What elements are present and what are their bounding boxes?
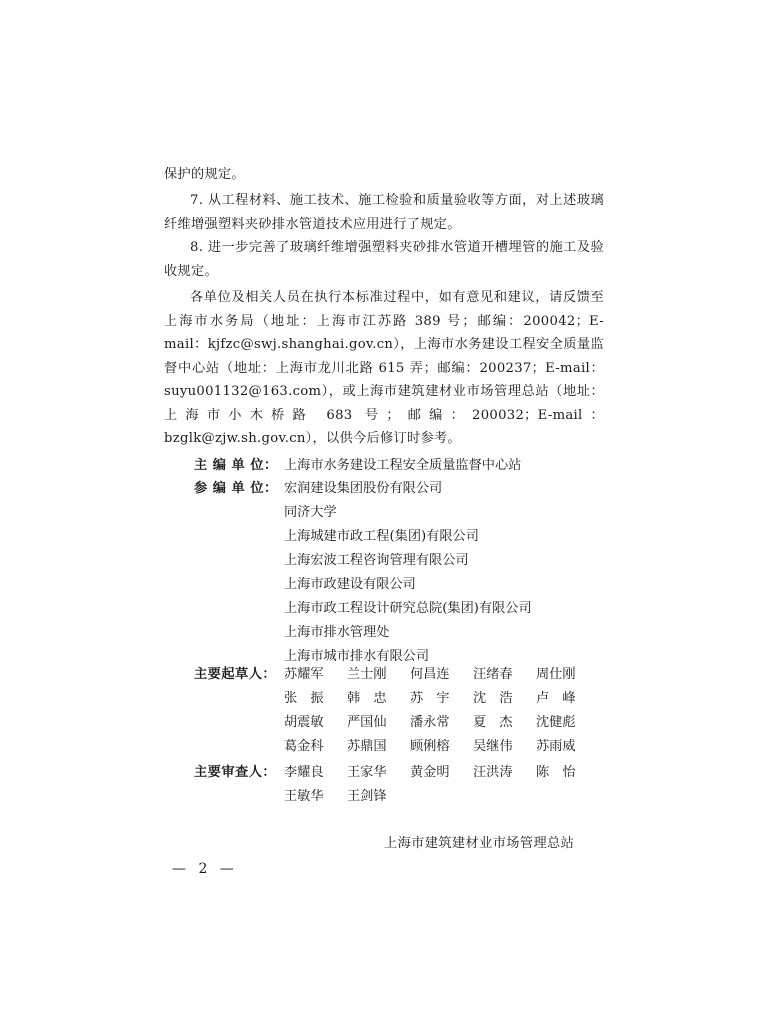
drafter-name: 苏鼎国 bbox=[347, 739, 387, 754]
drafter-name: 夏 杰 bbox=[473, 715, 513, 730]
participants-section bbox=[194, 477, 614, 669]
issuing-organization: 上海市建筑建材业市场管理总站 bbox=[384, 836, 575, 851]
drafter-name: 苏耀军 bbox=[284, 667, 324, 682]
drafter-name: 顾俐榕 bbox=[410, 739, 450, 754]
drafter-name: 胡震敏 bbox=[284, 715, 324, 730]
drafter-name: 严国仙 bbox=[347, 715, 387, 730]
participant-unit: 宏润建设集团股份有限公司 bbox=[284, 481, 443, 496]
reviewers-section bbox=[194, 761, 614, 809]
drafter-name: 潘永常 bbox=[410, 715, 450, 730]
reviewer-name: 黄金明 bbox=[410, 765, 450, 780]
drafter-name: 汪绪春 bbox=[473, 667, 513, 682]
reviewer-name: 李耀良 bbox=[284, 765, 324, 780]
participant-unit: 上海市政工程设计研究总院(集团)有限公司 bbox=[284, 601, 532, 616]
chief-editor-label: 主 编 单 位： bbox=[194, 458, 278, 473]
paragraph-item-7: 7. 从工程材料、施工技术、施工检验和质量验收等方面，对上述玻璃纤维增强塑料夹砂排水管道技术应用进行了规定。 bbox=[164, 193, 604, 232]
participant-unit: 上海市城市排水有限公司 bbox=[284, 649, 430, 664]
reviewer-name: 王剑锋 bbox=[347, 789, 387, 804]
paragraph-feedback-contact: 各单位及相关人员在执行本标准过程中，如有意见和建议，请反馈至上海市水务局（地址：上海市江苏路 389 号；邮编：200042；E-mail：kjfzc@swj.shanghai.gov.cn），上海市水务建设工程安全质量监督中心站（地址：上海市龙川北路 615 弄；邮编：200237；E-mail：suyu001132@163.com），或上海市建筑建材业市场管理总站（地址：上海市小木桥路 683 号；邮编：200032；E-mail：bzglk@zjw.sh.gov.cn），以供今后修订时参考。 bbox=[164, 290, 604, 446]
drafter-name: 韩 忠 bbox=[347, 691, 387, 706]
reviewer-name: 汪洪涛 bbox=[473, 765, 513, 780]
drafter-name: 沈 浩 bbox=[473, 691, 513, 706]
drafter-name: 苏 宇 bbox=[410, 691, 450, 706]
drafters-label: 主要起草人： bbox=[194, 667, 277, 682]
drafter-name: 何昌连 bbox=[410, 667, 450, 682]
chief-editor-unit: 上海市水务建设工程安全质量监督中心站 bbox=[284, 458, 522, 473]
participant-unit: 上海宏波工程咨询管理有限公司 bbox=[284, 553, 469, 568]
paragraph-item-8: 8. 进一步完善了玻璃纤维增强塑料夹砂排水管道开槽埋管的施工及验收规定。 bbox=[164, 240, 604, 279]
drafter-name: 苏雨威 bbox=[536, 739, 576, 754]
page-number: — 2 — bbox=[172, 861, 238, 877]
drafter-name: 兰士刚 bbox=[347, 667, 387, 682]
participants-label: 参 编 单 位： bbox=[194, 481, 278, 496]
paragraph-continuation: 保护的规定。 bbox=[164, 167, 245, 182]
chief-editor-section bbox=[194, 454, 614, 478]
reviewer-name: 王敏华 bbox=[284, 789, 324, 804]
drafter-name: 周仕刚 bbox=[536, 667, 576, 682]
participant-unit: 上海市排水管理处 bbox=[284, 625, 390, 640]
reviewer-name: 陈 怡 bbox=[536, 765, 576, 780]
participant-unit: 上海市政建设有限公司 bbox=[284, 577, 416, 592]
drafter-name: 卢 峰 bbox=[536, 691, 576, 706]
drafter-name: 沈健彪 bbox=[536, 715, 576, 730]
reviewer-name: 王家华 bbox=[347, 765, 387, 780]
participant-unit: 上海城建市政工程(集团)有限公司 bbox=[284, 529, 479, 544]
reviewers-label: 主要审查人： bbox=[194, 765, 277, 780]
participant-unit: 同济大学 bbox=[284, 505, 337, 520]
drafters-section bbox=[194, 663, 614, 759]
drafter-name: 吴继伟 bbox=[473, 739, 513, 754]
drafter-name: 葛金科 bbox=[284, 739, 324, 754]
drafter-name: 张 振 bbox=[284, 691, 324, 706]
